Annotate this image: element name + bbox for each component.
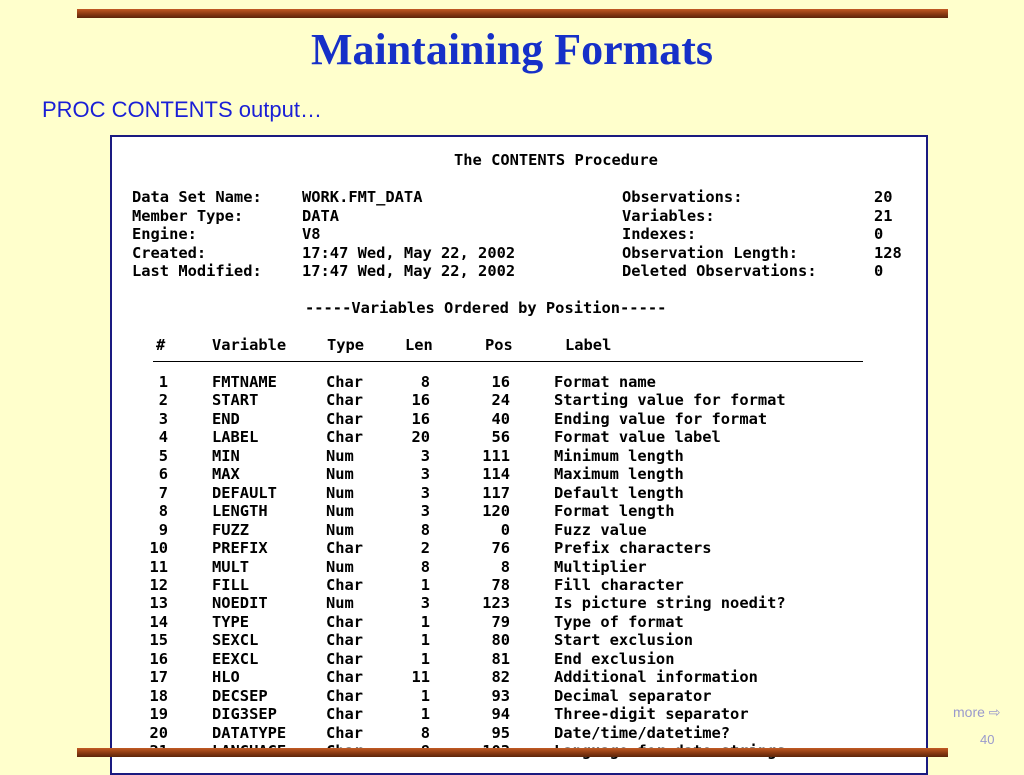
page-number: 40 [980,732,995,747]
table-cell: Prefix characters [554,539,712,558]
proc-contents-output [110,135,928,775]
meta-value-right: 128 [874,243,902,262]
table-cell: MAX [212,465,240,484]
more-link[interactable]: more ⇨ [953,704,1001,720]
table-cell: 1 [158,373,168,391]
table-cell: 11 [149,557,168,576]
table-cell: 15 [149,631,168,650]
meta-value: V8 [302,225,321,243]
column-header: Pos [485,336,513,354]
table-cell: 93 [491,686,510,705]
table-cell: 8 [420,373,430,391]
table-cell: Char [326,686,364,705]
table-cell: 1 [420,705,430,724]
table-cell: Starting value for format [554,391,786,410]
table-cell: Additional information [554,668,758,687]
table-cell: EEXCL [212,649,259,668]
table-cell: End exclusion [554,649,675,668]
meta-value: DATA [302,206,340,225]
table-cell: Default length [554,483,684,502]
table-cell: Char [326,575,364,594]
table-cell: 80 [491,631,510,650]
table-cell: NOEDIT [212,594,268,613]
table-cell: Multiplier [554,557,647,576]
table-cell: Char [326,539,364,558]
meta-value: 17:47 Wed, May 22, 2002 [302,243,516,262]
table-cell: Char [326,409,364,428]
bottom-decorative-bar [77,748,948,757]
table-cell: 8 [420,520,430,539]
table-cell: 9 [158,520,168,539]
table-cell: MULT [212,557,250,576]
slide-subtitle: PROC CONTENTS output… [42,97,322,122]
table-cell: 120 [482,502,510,521]
column-header: Type [327,336,365,354]
table-cell: 1 [420,631,430,650]
table-cell: FILL [212,575,250,594]
table-cell: 3 [420,594,430,613]
table-cell: 4 [158,428,168,447]
table-cell: 78 [491,575,510,594]
table-cell: 8 [158,502,168,521]
table-cell: Num [326,465,354,484]
meta-label-right: Variables: [622,206,715,225]
table-cell: Num [326,446,354,465]
table-cell: Format value label [554,428,721,447]
table-cell: 82 [491,668,510,687]
table-cell: 3 [420,465,430,484]
table-cell: PREFIX [212,539,268,558]
table-cell: Char [326,373,364,391]
table-cell: HLO [212,668,240,687]
table-cell: 95 [491,723,510,742]
table-cell: 81 [491,649,510,668]
slide-title: Maintaining Formats [310,25,714,74]
table-cell: Ending value for format [554,409,768,428]
table-cell: Char [326,391,364,410]
table-cell: 19 [149,705,168,724]
table-cell: Type of format [554,612,684,631]
table-cell: 14 [149,612,168,631]
table-cell: 2 [158,391,168,410]
table-cell: 1 [420,612,430,631]
table-cell: START [212,391,259,410]
table-cell: LENGTH [212,502,268,521]
meta-value-right: 20 [874,188,893,206]
column-header: Label [565,336,612,354]
meta-value: WORK.FMT_DATA [302,188,423,206]
table-cell: 3 [420,502,430,521]
table-cell: Format name [554,373,656,391]
table-cell: 3 [158,409,168,428]
meta-label: Last Modified: [132,262,262,280]
meta-value-right: 0 [874,262,884,280]
table-cell: 8 [500,557,510,576]
table-cell: 1 [420,686,430,705]
table-cell: MIN [212,446,240,465]
table-cell: 1 [420,575,430,594]
table-cell: 6 [158,465,168,484]
meta-label: Engine: [132,225,197,243]
table-cell: 10 [149,539,168,558]
table-cell: 114 [482,465,510,484]
top-decorative-bar [77,9,948,18]
table-cell: Three-digit separator [554,705,749,724]
table-cell: Fuzz value [554,520,647,539]
table-cell: TYPE [212,612,250,631]
table-cell: Num [326,483,354,502]
table-cell: 2 [420,539,430,558]
table-cell: Date/time/datetime? [554,723,731,742]
table-cell: Fill character [554,575,684,594]
table-cell: 40 [491,409,510,428]
table-cell: 7 [158,483,168,502]
table-cell: 13 [149,594,168,613]
table-cell: 8 [420,723,430,742]
table-cell: 20 [411,428,430,447]
meta-label: Member Type: [132,206,244,225]
meta-label: Created: [132,243,207,262]
table-cell: 5 [158,446,168,465]
table-cell: 123 [482,594,510,613]
table-cell: 17 [149,668,168,687]
table-cell: FUZZ [212,520,250,539]
table-cell: Num [326,557,354,576]
table-cell: 16 [149,649,168,668]
table-cell: Char [326,612,364,631]
table-cell: DEFAULT [212,483,277,502]
table-cell: Char [326,705,364,724]
table-cell: FMTNAME [212,373,277,391]
table-cell: END [212,409,240,428]
column-header: Variable [212,336,287,354]
table-cell: SEXCL [212,631,259,650]
table-cell: Char [326,668,364,687]
table-cell: Char [326,631,364,650]
table-cell: 94 [491,705,510,724]
table-cell: Num [326,594,354,613]
table-cell: LABEL [212,428,259,447]
meta-label-right: Indexes: [622,225,697,243]
table-cell: Is picture string noedit? [554,594,786,613]
table-cell: 24 [491,391,510,410]
table-cell: Num [326,502,354,521]
section-heading: -----Variables Ordered by Position----- [305,299,667,317]
procedure-title: The CONTENTS Procedure [454,151,658,169]
table-cell: Num [326,520,354,539]
table-cell: Char [326,649,364,668]
table-cell: 20 [149,723,168,742]
table-cell: 12 [149,575,168,594]
table-cell: 1 [420,649,430,668]
table-cell: Format length [554,502,675,521]
table-cell: DIG3SEP [212,705,277,724]
meta-value-right: 0 [874,225,884,243]
column-header: Len [405,336,433,354]
table-cell: 11 [411,668,430,687]
table-cell: 117 [482,483,510,502]
meta-label: Data Set Name: [132,188,262,206]
table-cell: 0 [500,520,510,539]
table-cell: 18 [149,686,168,705]
table-cell: Maximum length [554,465,684,484]
column-header: # [156,336,166,354]
table-cell: Decimal separator [554,686,712,705]
table-cell: 111 [482,446,510,465]
table-cell: 16 [491,373,510,391]
table-cell: 3 [420,446,430,465]
meta-value: 17:47 Wed, May 22, 2002 [302,262,516,280]
meta-label-right: Deleted Observations: [622,262,817,280]
table-cell: Minimum length [554,446,684,465]
table-cell: 76 [491,539,510,558]
table-cell: 8 [420,557,430,576]
table-cell: Start exclusion [554,631,693,650]
meta-label-right: Observation Length: [622,243,799,262]
meta-value-right: 21 [874,206,893,225]
table-cell: Char [326,428,364,447]
table-cell: DATATYPE [212,723,287,742]
table-cell: DECSEP [212,686,268,705]
meta-label-right: Observations: [622,188,743,206]
table-cell: 56 [491,428,510,447]
table-cell: Char [326,723,364,742]
table-cell: 16 [411,391,430,410]
table-cell: 16 [411,409,430,428]
table-cell: 79 [491,612,510,631]
table-cell: 3 [420,483,430,502]
header-rule [153,361,863,362]
